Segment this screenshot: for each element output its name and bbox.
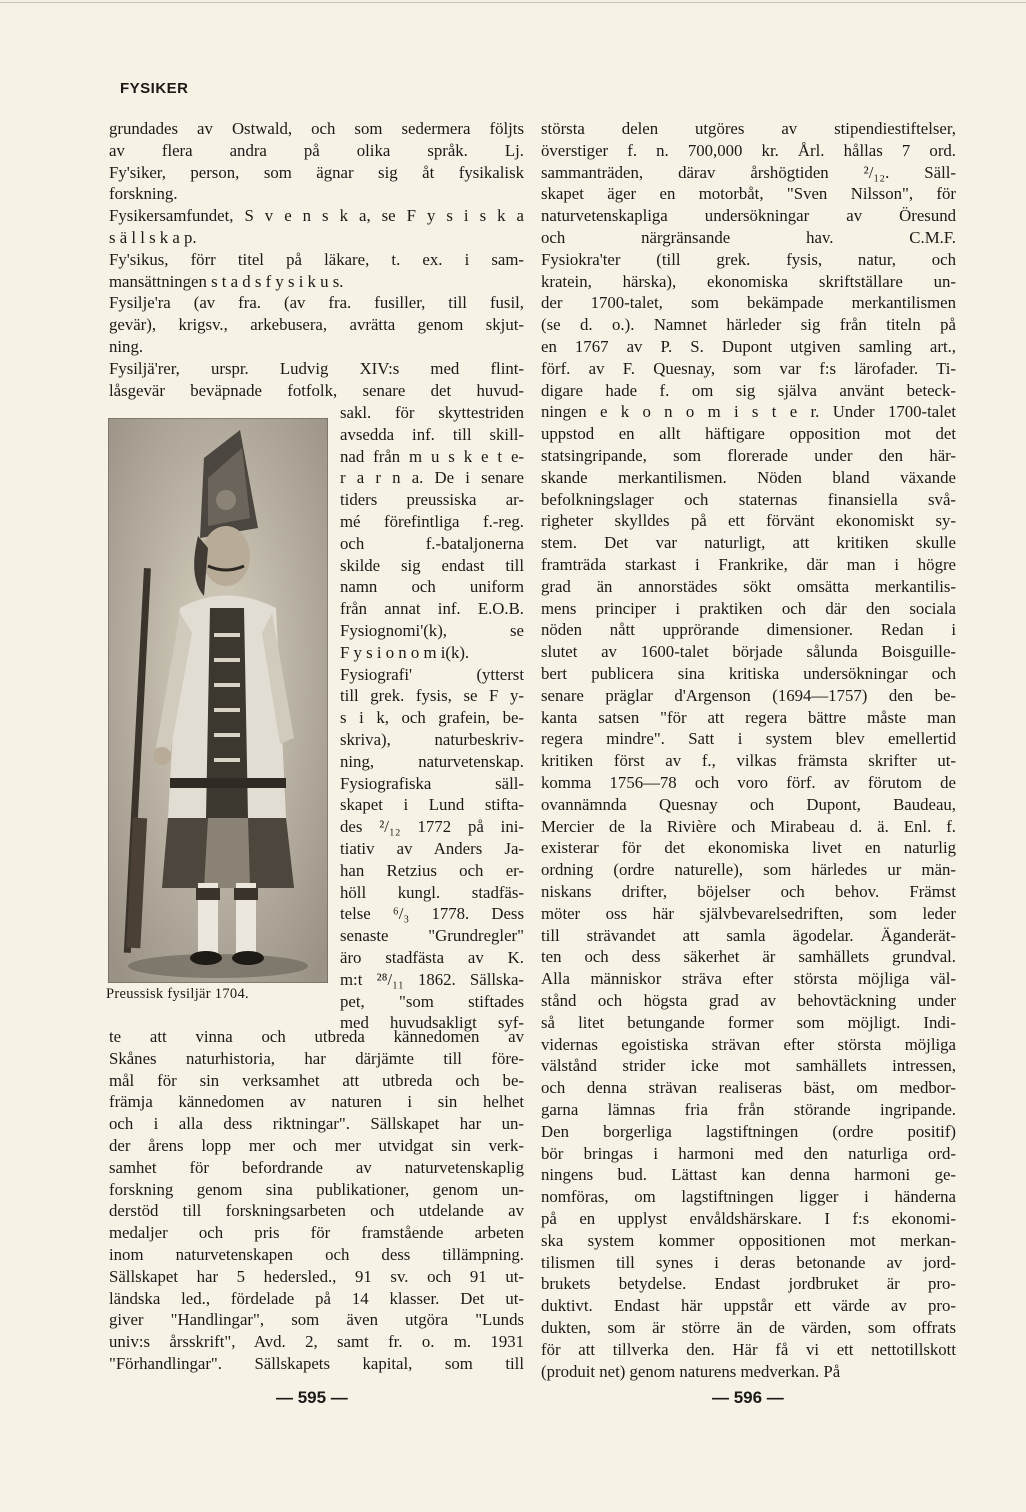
- text-line: till grek. fysis, se F y-: [340, 686, 524, 706]
- text-line: avsedda inf. till skill-: [340, 424, 524, 444]
- text-line: Sällskapet har 5 hedersled., 91 sv. och 91 ut-: [109, 1266, 524, 1286]
- text-line: skapet äger en motorbåt, "Sven Nilsson", för: [541, 184, 956, 204]
- text-line: ländska led., fördelade på 14 klasser. Det ut-: [109, 1288, 524, 1308]
- text-line: framträda starkast i Frankrike, där man i högre: [541, 555, 956, 574]
- text-line: bert publicera sina kritiska undersökningar och: [541, 664, 956, 683]
- text-line: ning.: [109, 337, 144, 356]
- text-line: mé förefintliga f.-reg.: [340, 512, 524, 531]
- text-line: stem. Det var naturligt, att kritiken skulle: [541, 533, 956, 553]
- text-line: brukets betydelse. Endast jordbruket är pro-: [541, 1274, 956, 1294]
- text-line: befolkningslager och staternas finansiella svå-: [541, 489, 956, 509]
- text-line: Mercier de la Rivière och Mirabeau d. ä. Enl. f.: [541, 816, 956, 836]
- text-line: s ä l l s k a p.: [109, 228, 197, 247]
- grenadier-portrait-icon: [108, 418, 328, 983]
- text-line: m:t ²⁸/₁₁ 1862. Sällska-: [340, 969, 524, 989]
- text-line: telse ⁶/₃ 1778. Dess: [340, 904, 524, 924]
- text-line: medaljer och pris för framstående arbeten: [109, 1223, 524, 1243]
- text-line: på en upplyst envåldshärskare. I f:s ekonomi-: [541, 1209, 956, 1228]
- text-line: (se d. o.). Namnet härleder sig från titeln på: [541, 315, 956, 335]
- text-line: garna lämnas fria från störande ingripande.: [541, 1100, 956, 1119]
- text-line: skapet i Lund stifta-: [340, 795, 524, 815]
- text-line: ten och dess säkerhet är samhällets grundval.: [541, 947, 956, 967]
- text-line: möter oss här självbevarelsedriften, som leder: [541, 903, 956, 923]
- text-line: duktivt. Endast här uppstår ett värde av pro-: [541, 1296, 956, 1316]
- page-number-left: — 595 —: [276, 1388, 348, 1407]
- text-line: med huvudsakligt syf-: [340, 1013, 524, 1033]
- text-line: största delen utgöres av stipendiestiftelser,: [541, 119, 956, 138]
- text-line: ningen e k o n o m i s t e r. Under 1700-talet: [541, 402, 956, 422]
- text-line: statsingripande, som florerade under den här-: [541, 446, 956, 465]
- text-line: tiativ av Anders Ja-: [340, 839, 524, 858]
- text-line: Fysiografi' (ytterst: [340, 664, 524, 684]
- text-line: och i alla dess riktningar". Sällskapet har un-: [109, 1114, 524, 1134]
- text-line: ningens bud. Lättast kan denna harmoni ge-: [541, 1165, 956, 1185]
- text-line: grundades av Ostwald, och som sedermera följts: [109, 119, 524, 138]
- text-line: låsgevär beväpnade fotfolk, senare det huvud-: [109, 380, 524, 400]
- text-line: des ²/₁₂ 1772 på ini-: [340, 817, 524, 837]
- text-line: ning, naturvetenskap.: [340, 751, 524, 771]
- text-line: der 1700-talet, som bekämpade merkantilismen: [541, 293, 956, 313]
- text-line: righeter skylldes på ett förvänt ekonomiskt sy-: [541, 511, 956, 531]
- text-line: höll kungl. stadfäs-: [340, 882, 524, 902]
- text-line: skilde sig endast till: [340, 555, 524, 575]
- text-line: till strävandet att samla ägodelar. Äganderät-: [541, 925, 956, 945]
- text-line: grad än annorstädes sökt omsätta merkantilis-: [541, 576, 956, 596]
- text-line: te att vinna och utbreda kännedomen av: [109, 1027, 524, 1046]
- text-line: överstiger f. n. 700,000 kr. Årl. hållas 7 ord.: [541, 140, 956, 160]
- text-line: Fysikersamfundet, S v e n s k a, se F y s i s k a: [109, 206, 524, 226]
- text-line: ovannämnda Quesnay och Dupont, Baudeau,: [541, 794, 956, 814]
- text-line: förf. av F. Quesnay, som var f:s lärofader. Ti-: [541, 358, 956, 378]
- text-line: vidernas egoistiska strävan efter största möjliga: [541, 1034, 956, 1054]
- text-line: kanta satsen "för att regera bättre måste man: [541, 707, 956, 727]
- text-line: han Retzius och er-: [340, 860, 524, 880]
- text-line: Fysiognomi'(k), se: [340, 621, 524, 640]
- text-line: Fysiografiska säll-: [340, 773, 524, 793]
- text-line: och f.-bataljonerna: [340, 533, 524, 553]
- text-line: existerar för det ekonomiska livet en naturlig: [541, 838, 956, 858]
- text-line: mål för sin verksamhet att utbreda och be-: [109, 1070, 524, 1090]
- text-line: av flera andra på olika språk. Lj.: [109, 140, 524, 160]
- text-line: skande merkantilismen. Nöden bland växande: [541, 467, 956, 487]
- text-line: tiders preussiska ar-: [340, 490, 524, 510]
- text-line: ordning (ordre naturelle), som härledes ur män-: [541, 860, 956, 880]
- text-line: kratein, härska), ekonomiska skriftställare un-: [541, 271, 956, 291]
- text-line: mansättningen s t a d s f y s i k u s.: [109, 271, 344, 291]
- text-line: sakl. för skyttestriden: [340, 403, 524, 422]
- text-line: der årens lopp mer och mer utvidgat sin verk-: [109, 1136, 524, 1155]
- figure: [108, 418, 328, 983]
- text-line: namn och uniform: [340, 577, 524, 597]
- text-line: giver "Handlingar", som även utgöra "Lunds: [109, 1310, 524, 1330]
- text-line: derstöd till forskningsarbeten och utdelande av: [109, 1201, 524, 1221]
- text-line: forskning.: [109, 184, 178, 204]
- text-line: Fy'siker, person, som ägnar sig åt fysikalisk: [109, 162, 524, 182]
- text-line: dukten, som är större än de värden, som offrats: [541, 1318, 956, 1337]
- text-line: gevär), krigsv., arkebusera, avrätta genom skjut-: [109, 315, 524, 335]
- text-line: Fysiljä'rer, urspr. Ludvig XIV:s med flint-: [109, 358, 524, 378]
- top-rule: [0, 2, 1026, 3]
- text-line: senare präglar d'Argenson (1694—1757) den be-: [541, 685, 956, 705]
- text-line: slutet av 1600-talet började sålunda Boisguille-: [541, 642, 956, 662]
- text-line: ska system kommer oppositionen mot merkan-: [541, 1230, 956, 1250]
- text-line: skriva), naturbeskriv-: [340, 730, 524, 749]
- text-line: främja kännedomen av naturen i sin helhet: [109, 1092, 524, 1112]
- page-header: FYSIKER: [120, 80, 189, 97]
- text-line: kritiken först av f., vilkas främsta skrifter ut-: [541, 751, 956, 771]
- text-line: välstånd strider icke mot samhällets intressen,: [541, 1056, 956, 1076]
- text-line: och närgränsande hav. C.M.F.: [541, 228, 956, 247]
- text-line: sammanträden, därav årshögtiden ²/₁₂. Säll-: [541, 162, 956, 182]
- text-line: Skånes naturhistoria, har därjämte till före-: [109, 1048, 524, 1068]
- left-column-bottom: [109, 1026, 524, 1376]
- text-line: samhet för befordrande av naturvetenskaplig: [109, 1157, 524, 1177]
- text-line: så litet betungande former som möjligt. Indi-: [541, 1012, 956, 1032]
- text-line: (produit net) genom naturens medverkan. På: [541, 1361, 841, 1381]
- text-line: F y s i o n o m i(k).: [340, 642, 470, 662]
- text-line: pet, "som stiftades: [340, 991, 524, 1011]
- text-line: Alla människor sträva efter största möjliga väl-: [541, 969, 956, 989]
- text-line: univ:s årsskrift", Avd. 2, samt fr. o. m. 1931: [109, 1332, 524, 1352]
- text-line: r a r n a. De i senare: [340, 468, 524, 488]
- text-line: uppstod en allt häftigare opposition mot det: [541, 424, 956, 444]
- text-line: komma 1756—78 och voro förf. av förutom de: [541, 773, 956, 792]
- text-line: senaste "Grundregler": [340, 926, 524, 946]
- text-line: Den borgerliga lagstiftningen (ordre positif): [541, 1121, 956, 1141]
- text-line: "Förhandlingar". Sällskapets kapital, som till: [109, 1354, 524, 1373]
- text-line: niskans drifter, böjelser och behov. Främst: [541, 882, 956, 901]
- text-line: Fysilje'ra (av fra. (av fra. fusiller, till fusil,: [109, 293, 524, 313]
- text-line: s i k, och grafein, be-: [340, 708, 524, 728]
- text-line: nöden nått upprörande dimensioner. Redan i: [541, 620, 956, 640]
- text-line: mens principer i praktiken och där den sociala: [541, 598, 956, 618]
- text-line: stånd och högsta grad av behovtäckning under: [541, 991, 956, 1010]
- text-line: och denna strävan realiseras bäst, om medbor-: [541, 1078, 956, 1098]
- text-line: inom naturvetenskapen och dess tillämpning.: [109, 1245, 524, 1264]
- text-line: äro stadfästa av K.: [340, 948, 524, 967]
- text-line: naturvetenskapliga undersökningar av Öresund: [541, 206, 956, 226]
- page-number-right: — 596 —: [712, 1388, 784, 1407]
- text-line: nomföras, om lagstiftningen ligger i händerna: [541, 1187, 956, 1207]
- text-line: bör bringas i harmoni med den naturliga ord-: [541, 1143, 956, 1163]
- text-line: Fy'sikus, förr titel på läkare, t. ex. i sam-: [109, 249, 524, 269]
- text-line: en 1767 av P. S. Dupont utgiven samling art.,: [541, 337, 956, 356]
- text-line: från annat inf. E.O.B.: [340, 599, 524, 619]
- left-column-wrap: [340, 402, 524, 1033]
- text-line: Fysiokra'ter (till grek. fysis, natur, och: [541, 249, 956, 269]
- text-line: tilismen till synes i deras betonande av jord-: [541, 1252, 956, 1272]
- text-line: regera mindre". Satt i system blev emellertid: [541, 729, 956, 749]
- text-line: nad från m u s k e t e-: [340, 446, 524, 466]
- figure-caption: Preussisk fysiljär 1704.: [106, 986, 249, 1002]
- text-line: för att tillverka den. Här få vi ett nettotillskott: [541, 1339, 956, 1359]
- right-column: [541, 118, 956, 1381]
- text-line: digare hade f. om sig själva använt beteck-: [541, 380, 956, 400]
- text-line: forskning genom sina publikationer, genom un-: [109, 1179, 524, 1199]
